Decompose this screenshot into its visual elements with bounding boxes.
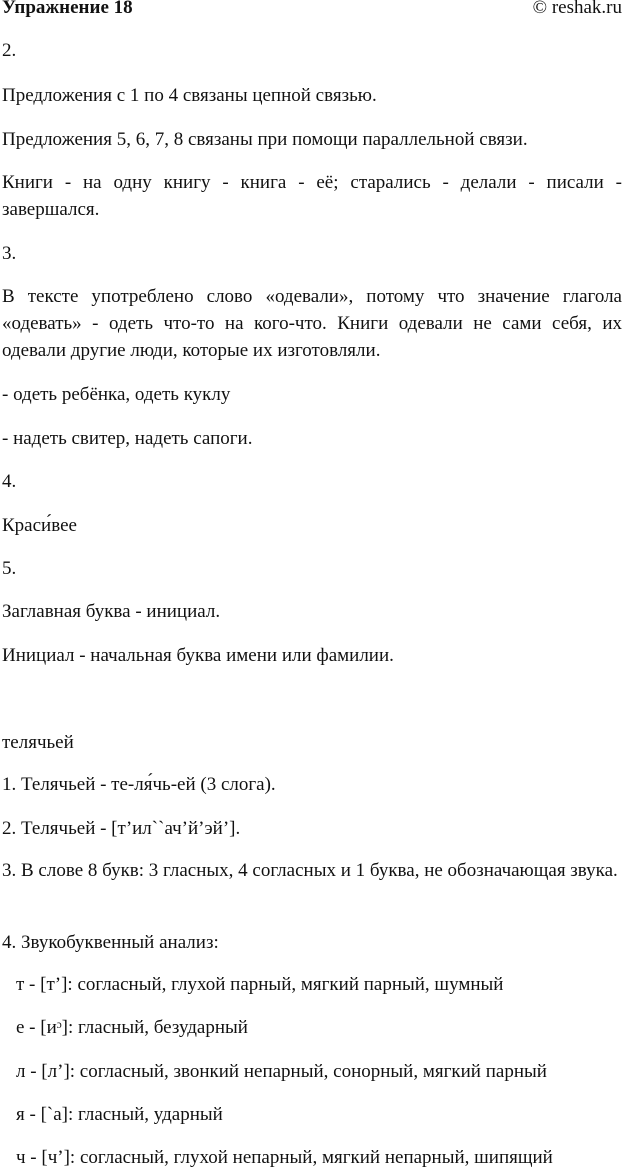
sound-analysis-row: т - [т’]: согласный, глухой парный, мягкий парный, шумный (16, 974, 504, 995)
paragraph: Инициал - начальная буква имени или фамилии. (2, 645, 394, 666)
paragraph: Предложения 5, 6, 7, 8 связаны при помощи параллельной связи. (2, 129, 528, 150)
section-number: 2. (2, 40, 17, 61)
paragraph: - одеть ребёнка, одеть куклу (2, 384, 231, 405)
paragraph: 2. Телячьей - [т’ил``ач’й’эй’]. (2, 818, 241, 839)
paragraph: Заглавная буква - инициал. (2, 601, 221, 622)
source-credit: © reshak.ru (532, 0, 622, 18)
paragraph: В тексте употреблено слово «одевали», потому что значение глагола «одевать» - одеть что-то на кого-что. Книги одевали не сами себя, их одевали другие люди, которые их изготовляли. (2, 286, 622, 361)
paragraph: 3. В слове 8 букв: 3 гласных, 4 согласных и 1 буква, не обозначающая звука. (2, 860, 618, 881)
paragraph: 4. Звукобуквенный анализ: (2, 932, 219, 953)
page-header (0, 0, 624, 22)
sound-analysis-row: я - [`а]: гласный, ударный (16, 1104, 223, 1125)
word-heading: телячьей (2, 732, 74, 753)
sound-analysis-row: л - [л’]: согласный, звонкий непарный, сонорный, мягкий парный (16, 1061, 547, 1082)
section-number: 3. (2, 243, 17, 264)
sound-analysis-row: ч - [ч’]: согласный, глухой непарный, мягкий непарный, шипящий (16, 1147, 553, 1168)
section-number: 4. (2, 471, 17, 492)
exercise-title: Упражнение 18 (2, 0, 133, 18)
paragraph: - надеть свитер, надеть сапоги. (2, 428, 253, 449)
sound-analysis-row: е - [иᵓ]: гласный, безударный (16, 1017, 248, 1038)
paragraph: 1. Телячьей - те-ля́чь-ей (3 слога). (2, 774, 276, 795)
paragraph: Книги - на одну книгу - книга - её; старались - делали - писали - завершался. (2, 172, 622, 220)
section-number: 5. (2, 558, 17, 579)
paragraph: Краси́вее (2, 515, 77, 536)
paragraph: Предложения с 1 по 4 связаны цепной связью. (2, 85, 377, 106)
